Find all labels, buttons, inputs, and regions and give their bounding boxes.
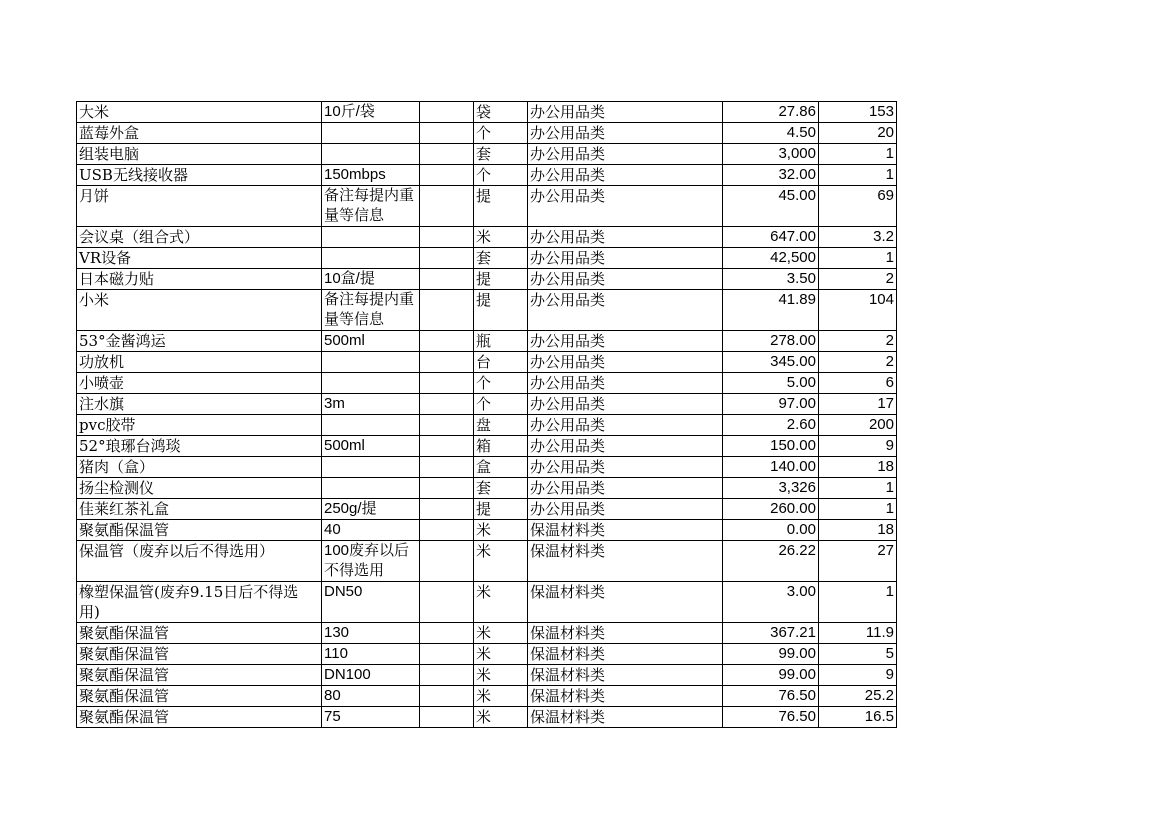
item-name-cell: 猪肉（盒） (77, 457, 322, 478)
item-category-cell: 保温材料类 (528, 541, 723, 582)
item-name-cell: 月饼 (77, 186, 322, 227)
item-qty-cell: 3.2 (819, 227, 897, 248)
table-row (77, 394, 897, 415)
item-qty-cell: 69 (819, 186, 897, 227)
empty-cell (420, 582, 474, 623)
table-row (77, 352, 897, 373)
item-spec-cell (322, 144, 420, 165)
table-row (77, 227, 897, 248)
item-category-cell: 办公用品类 (528, 269, 723, 290)
item-qty-cell: 5 (819, 644, 897, 665)
item-price-cell: 76.50 (723, 707, 819, 728)
item-qty-cell: 153 (819, 102, 897, 123)
item-qty-cell: 1 (819, 248, 897, 269)
item-unit-cell: 盒 (474, 457, 528, 478)
empty-cell (420, 352, 474, 373)
item-unit-cell: 袋 (474, 102, 528, 123)
empty-cell (420, 520, 474, 541)
item-price-cell: 41.89 (723, 290, 819, 331)
table-row (77, 269, 897, 290)
item-qty-cell: 25.2 (819, 686, 897, 707)
item-name-cell: 聚氨酯保温管 (77, 623, 322, 644)
item-price-cell: 27.86 (723, 102, 819, 123)
item-spec-cell: 130 (322, 623, 420, 644)
item-spec-cell: 10盒/提 (322, 269, 420, 290)
item-name-cell: USB无线接收器 (77, 165, 322, 186)
table-row (77, 415, 897, 436)
empty-cell (420, 665, 474, 686)
item-price-cell: 2.60 (723, 415, 819, 436)
item-name-cell: 52°琅琊台鸿琰 (77, 436, 322, 457)
item-price-cell: 345.00 (723, 352, 819, 373)
item-category-cell: 保温材料类 (528, 582, 723, 623)
item-price-cell: 150.00 (723, 436, 819, 457)
table-row (77, 541, 897, 582)
item-spec-cell: 150mbps (322, 165, 420, 186)
item-price-cell: 140.00 (723, 457, 819, 478)
item-unit-cell: 个 (474, 373, 528, 394)
item-qty-cell: 27 (819, 541, 897, 582)
item-qty-cell: 2 (819, 269, 897, 290)
item-unit-cell: 盘 (474, 415, 528, 436)
table-row (77, 373, 897, 394)
table-row (77, 144, 897, 165)
item-category-cell: 办公用品类 (528, 457, 723, 478)
item-unit-cell: 套 (474, 248, 528, 269)
item-price-cell: 367.21 (723, 623, 819, 644)
item-name-cell: VR设备 (77, 248, 322, 269)
item-category-cell: 办公用品类 (528, 352, 723, 373)
table-row (77, 436, 897, 457)
item-unit-cell: 米 (474, 541, 528, 582)
item-unit-cell: 米 (474, 665, 528, 686)
item-price-cell: 3.00 (723, 582, 819, 623)
item-category-cell: 办公用品类 (528, 394, 723, 415)
item-unit-cell: 瓶 (474, 331, 528, 352)
item-qty-cell: 11.9 (819, 623, 897, 644)
item-category-cell: 办公用品类 (528, 165, 723, 186)
empty-cell (420, 331, 474, 352)
table-row (77, 290, 897, 331)
item-category-cell: 办公用品类 (528, 144, 723, 165)
empty-cell (420, 415, 474, 436)
item-spec-cell: 3m (322, 394, 420, 415)
item-category-cell: 保温材料类 (528, 623, 723, 644)
item-name-cell: 组装电脑 (77, 144, 322, 165)
item-qty-cell: 20 (819, 123, 897, 144)
item-price-cell: 647.00 (723, 227, 819, 248)
item-spec-cell: 75 (322, 707, 420, 728)
item-qty-cell: 18 (819, 520, 897, 541)
empty-cell (420, 394, 474, 415)
item-price-cell: 278.00 (723, 331, 819, 352)
empty-cell (420, 478, 474, 499)
item-price-cell: 5.00 (723, 373, 819, 394)
item-qty-cell: 9 (819, 436, 897, 457)
item-name-cell: pvc胶带 (77, 415, 322, 436)
item-spec-cell: 10斤/袋 (322, 102, 420, 123)
empty-cell (420, 644, 474, 665)
item-qty-cell: 17 (819, 394, 897, 415)
item-price-cell: 0.00 (723, 520, 819, 541)
item-qty-cell: 1 (819, 144, 897, 165)
item-spec-cell: 40 (322, 520, 420, 541)
item-qty-cell: 104 (819, 290, 897, 331)
item-unit-cell: 米 (474, 227, 528, 248)
item-unit-cell: 米 (474, 623, 528, 644)
item-category-cell: 办公用品类 (528, 290, 723, 331)
item-spec-cell: 110 (322, 644, 420, 665)
item-spec-cell (322, 457, 420, 478)
item-category-cell: 办公用品类 (528, 248, 723, 269)
item-qty-cell: 9 (819, 665, 897, 686)
data-table (76, 101, 897, 728)
item-price-cell: 45.00 (723, 186, 819, 227)
table-row (77, 665, 897, 686)
item-spec-cell: DN50 (322, 582, 420, 623)
item-qty-cell: 1 (819, 582, 897, 623)
item-unit-cell: 米 (474, 520, 528, 541)
item-price-cell: 3,000 (723, 144, 819, 165)
item-spec-cell: 100废弃以后不得选用 (322, 541, 420, 582)
table-row (77, 457, 897, 478)
item-category-cell: 保温材料类 (528, 686, 723, 707)
item-spec-cell (322, 415, 420, 436)
item-name-cell: 聚氨酯保温管 (77, 665, 322, 686)
item-category-cell: 保温材料类 (528, 665, 723, 686)
empty-cell (420, 623, 474, 644)
item-name-cell: 小喷壶 (77, 373, 322, 394)
item-price-cell: 4.50 (723, 123, 819, 144)
empty-cell (420, 144, 474, 165)
empty-cell (420, 541, 474, 582)
item-unit-cell: 箱 (474, 436, 528, 457)
empty-cell (420, 123, 474, 144)
item-spec-cell: 80 (322, 686, 420, 707)
item-category-cell: 办公用品类 (528, 415, 723, 436)
table-row (77, 644, 897, 665)
item-spec-cell (322, 248, 420, 269)
item-price-cell: 3,326 (723, 478, 819, 499)
item-category-cell: 办公用品类 (528, 123, 723, 144)
table-row (77, 499, 897, 520)
empty-cell (420, 499, 474, 520)
item-category-cell: 保温材料类 (528, 644, 723, 665)
item-unit-cell: 提 (474, 269, 528, 290)
item-spec-cell: 500ml (322, 436, 420, 457)
table-row (77, 331, 897, 352)
item-name-cell: 聚氨酯保温管 (77, 707, 322, 728)
item-category-cell: 办公用品类 (528, 331, 723, 352)
empty-cell (420, 457, 474, 478)
table-row (77, 520, 897, 541)
item-qty-cell: 1 (819, 499, 897, 520)
table-row (77, 582, 897, 623)
item-qty-cell: 18 (819, 457, 897, 478)
item-category-cell: 办公用品类 (528, 436, 723, 457)
item-spec-cell: 500ml (322, 331, 420, 352)
empty-cell (420, 707, 474, 728)
item-name-cell: 小米 (77, 290, 322, 331)
item-price-cell: 99.00 (723, 665, 819, 686)
item-spec-cell: 备注每提内重量等信息 (322, 290, 420, 331)
item-category-cell: 办公用品类 (528, 102, 723, 123)
item-spec-cell: 备注每提内重量等信息 (322, 186, 420, 227)
item-unit-cell: 套 (474, 478, 528, 499)
item-qty-cell: 6 (819, 373, 897, 394)
item-category-cell: 办公用品类 (528, 373, 723, 394)
table-row (77, 165, 897, 186)
item-price-cell: 26.22 (723, 541, 819, 582)
item-unit-cell: 米 (474, 644, 528, 665)
item-unit-cell: 台 (474, 352, 528, 373)
item-name-cell: 大米 (77, 102, 322, 123)
empty-cell (420, 436, 474, 457)
item-name-cell: 聚氨酯保温管 (77, 686, 322, 707)
table-row (77, 123, 897, 144)
item-name-cell: 日本磁力贴 (77, 269, 322, 290)
table-row (77, 686, 897, 707)
item-qty-cell: 2 (819, 352, 897, 373)
item-category-cell: 办公用品类 (528, 478, 723, 499)
item-category-cell: 办公用品类 (528, 499, 723, 520)
empty-cell (420, 269, 474, 290)
item-spec-cell (322, 373, 420, 394)
item-spec-cell (322, 227, 420, 248)
item-price-cell: 3.50 (723, 269, 819, 290)
item-qty-cell: 200 (819, 415, 897, 436)
item-price-cell: 99.00 (723, 644, 819, 665)
empty-cell (420, 373, 474, 394)
table-row (77, 478, 897, 499)
item-unit-cell: 个 (474, 394, 528, 415)
item-name-cell: 橡塑保温管(废弃9.15日后不得选用) (77, 582, 322, 623)
item-spec-cell (322, 478, 420, 499)
item-unit-cell: 提 (474, 290, 528, 331)
item-unit-cell: 米 (474, 686, 528, 707)
empty-cell (420, 186, 474, 227)
item-qty-cell: 1 (819, 478, 897, 499)
empty-cell (420, 165, 474, 186)
item-qty-cell: 16.5 (819, 707, 897, 728)
item-spec-cell: DN100 (322, 665, 420, 686)
empty-cell (420, 686, 474, 707)
item-category-cell: 办公用品类 (528, 186, 723, 227)
item-price-cell: 260.00 (723, 499, 819, 520)
item-unit-cell: 个 (474, 165, 528, 186)
item-name-cell: 功放机 (77, 352, 322, 373)
item-unit-cell: 米 (474, 582, 528, 623)
item-unit-cell: 提 (474, 499, 528, 520)
item-unit-cell: 套 (474, 144, 528, 165)
item-price-cell: 76.50 (723, 686, 819, 707)
table-row (77, 186, 897, 227)
item-spec-cell (322, 123, 420, 144)
item-price-cell: 97.00 (723, 394, 819, 415)
item-name-cell: 会议桌（组合式） (77, 227, 322, 248)
item-category-cell: 保温材料类 (528, 520, 723, 541)
item-spec-cell (322, 352, 420, 373)
item-price-cell: 42,500 (723, 248, 819, 269)
item-category-cell: 保温材料类 (528, 707, 723, 728)
empty-cell (420, 290, 474, 331)
item-unit-cell: 个 (474, 123, 528, 144)
table-row (77, 248, 897, 269)
item-name-cell: 聚氨酯保温管 (77, 644, 322, 665)
item-name-cell: 保温管（废弃以后不得选用） (77, 541, 322, 582)
item-name-cell: 53°金酱鸿运 (77, 331, 322, 352)
item-category-cell: 办公用品类 (528, 227, 723, 248)
item-name-cell: 佳莱红茶礼盒 (77, 499, 322, 520)
empty-cell (420, 248, 474, 269)
item-name-cell: 聚氨酯保温管 (77, 520, 322, 541)
table-row (77, 707, 897, 728)
item-qty-cell: 2 (819, 331, 897, 352)
empty-cell (420, 227, 474, 248)
table-row (77, 102, 897, 123)
item-name-cell: 扬尘检测仪 (77, 478, 322, 499)
item-name-cell: 注水旗 (77, 394, 322, 415)
table-row (77, 623, 897, 644)
item-unit-cell: 提 (474, 186, 528, 227)
item-spec-cell: 250g/提 (322, 499, 420, 520)
item-unit-cell: 米 (474, 707, 528, 728)
item-qty-cell: 1 (819, 165, 897, 186)
item-name-cell: 蓝莓外盒 (77, 123, 322, 144)
empty-cell (420, 102, 474, 123)
item-price-cell: 32.00 (723, 165, 819, 186)
